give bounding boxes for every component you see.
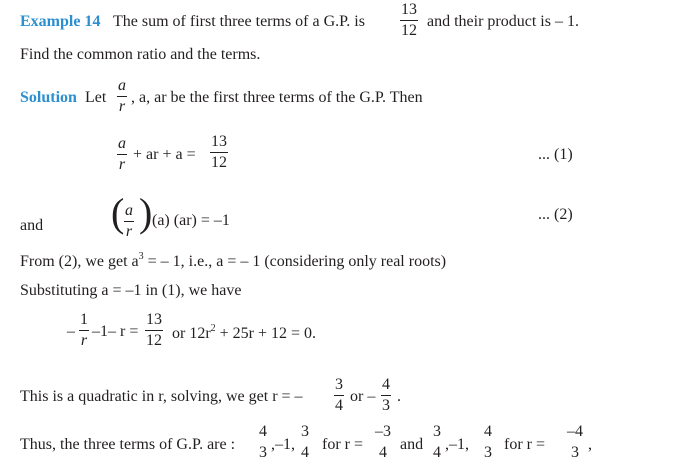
eq1-rhs-fraction (210, 134, 228, 171)
eq3-mid: –1– r = (92, 323, 139, 340)
eq3-rest-post: + 25r + 12 = 0. (215, 325, 317, 342)
substitute-line: Substituting a = –1 in (1), we have (20, 282, 242, 299)
eq2-left-paren: ( (111, 190, 125, 235)
eq2-and: and (20, 217, 44, 234)
quad-fraction-1 (334, 377, 344, 414)
thus-a1-fraction (258, 424, 268, 461)
eq3-frac2-den: 12 (146, 332, 162, 349)
solution-let: Let (85, 89, 107, 106)
eq1-rhs-num: 13 (211, 133, 227, 150)
thus-end: , (588, 436, 592, 453)
thus-a2-num: 3 (301, 423, 309, 440)
thus-a2-fraction (300, 424, 310, 461)
from2-post: = – 1, i.e., a = – 1 (considering only real roots) (143, 253, 447, 270)
example-label: Example 14 (20, 13, 101, 30)
eq3-rest-sup: 2 (210, 323, 216, 334)
quad-or: or – (350, 388, 376, 405)
thus-b2-fraction (483, 424, 493, 461)
solution-terms: , a, ar be the first three terms of the G.P. Then (131, 89, 423, 106)
quad-text: This is a quadratic in r, solving, we get r = – (20, 388, 303, 405)
solution-fraction (117, 78, 127, 115)
thus-a-mid: ,–1, (271, 436, 295, 453)
quad-f1-num: 3 (335, 376, 343, 393)
eq1-tag: ... (1) (538, 146, 573, 163)
eq2-rest: (a) (ar) = –1 (152, 212, 230, 229)
thus-text: Thus, the three terms of G.P. are : (20, 436, 236, 453)
eq1-rhs-den: 12 (211, 154, 227, 171)
thus-b2-num: 4 (484, 423, 492, 440)
thus-r2-fraction (566, 424, 584, 461)
eq2-right-paren: ) (139, 190, 153, 235)
thus-r1-fraction (374, 424, 392, 461)
eq3-frac1-den: r (80, 332, 88, 349)
eq3-frac1-num: 1 (80, 311, 88, 328)
eq3-fraction-1 (79, 312, 89, 349)
eq1-frac-den: r (118, 156, 126, 173)
eq1-middle: + ar + a = (133, 146, 196, 163)
eq1-fraction (117, 136, 127, 173)
quad-end: . (397, 388, 401, 405)
solution-frac-den: r (118, 98, 126, 115)
example-fraction (400, 2, 418, 39)
thus-and: and (400, 436, 424, 453)
thus-r1-den: 4 (379, 444, 387, 461)
quad-f2-den: 3 (382, 397, 390, 414)
thus-a1-den: 3 (259, 444, 267, 461)
thus-b1-fraction (432, 424, 442, 461)
from2-line (20, 252, 446, 270)
example-line2: Find the common ratio and the terms. (20, 46, 261, 63)
example-text-a: The sum of first three terms of a G.P. is (113, 13, 365, 30)
quad-f1-den: 4 (335, 397, 343, 414)
eq2-frac-den: r (125, 223, 133, 240)
thus-for-r1: for r = (322, 436, 364, 453)
eq1-frac-num: a (118, 135, 126, 152)
eq2-fraction (124, 203, 134, 240)
eq3-minus: – (67, 323, 75, 340)
example-frac-den: 12 (401, 22, 417, 39)
from2-sup: 3 (138, 251, 144, 262)
thus-r2-den: 3 (571, 444, 579, 461)
thus-b1-den: 4 (433, 444, 441, 461)
solution-frac-num: a (118, 77, 126, 94)
thus-r2-num: –4 (567, 423, 583, 440)
thus-b2-den: 3 (484, 444, 492, 461)
thus-b1-num: 3 (433, 423, 441, 440)
solution-label: Solution (20, 89, 77, 106)
eq2-frac-num: a (125, 202, 133, 219)
thus-b-mid: ,–1, (445, 436, 469, 453)
eq3-frac2-num: 13 (146, 311, 162, 328)
eq3-fraction-2 (145, 312, 163, 349)
example-frac-num: 13 (401, 1, 417, 18)
from2-pre: From (2), we get a (20, 253, 139, 270)
example-text-b: and their product is – 1. (427, 13, 579, 30)
quad-f2-num: 4 (382, 376, 390, 393)
quad-fraction-2 (381, 377, 391, 414)
thus-for-r2: for r = (504, 436, 546, 453)
eq2-tag: ... (2) (538, 206, 573, 223)
thus-r1-num: –3 (375, 423, 391, 440)
thus-a2-den: 4 (301, 444, 309, 461)
eq3-rest-pre: or 12r (172, 325, 211, 342)
thus-a1-num: 4 (259, 423, 267, 440)
eq3-rest (172, 324, 316, 342)
